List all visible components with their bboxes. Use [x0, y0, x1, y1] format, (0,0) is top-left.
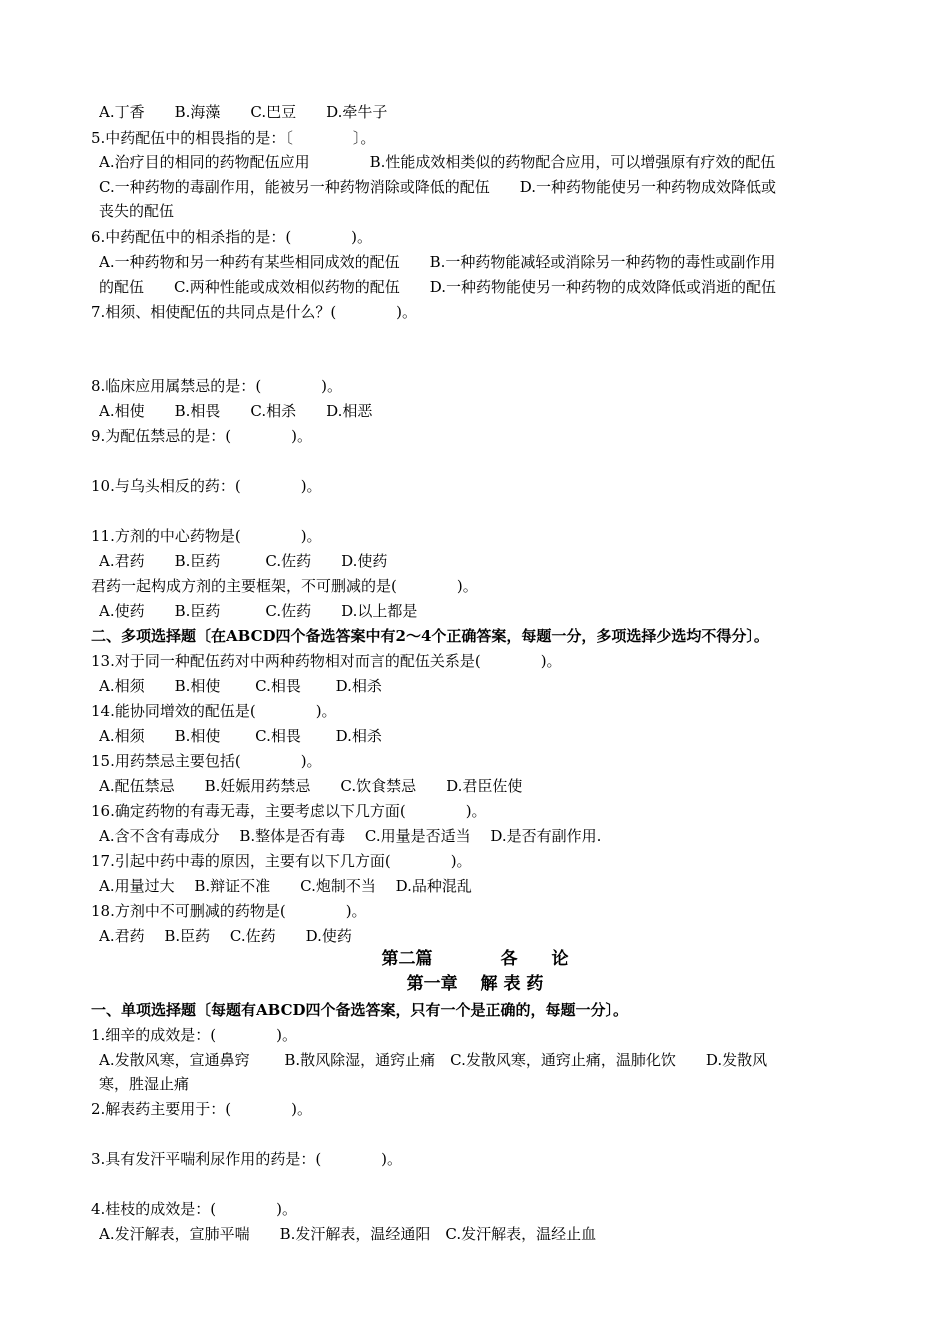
text-line-l25: 16.确定药物的有毒无毒，主要考虑以下几方面( )。	[91, 802, 487, 820]
chapter-title: 第一章 解 表 药	[406, 974, 544, 994]
text-line-l37: 2.解表药主要用于：( )。	[91, 1100, 313, 1118]
text-line-l16: 君药一起构成方剂的主要框架，不可删减的是( )。	[91, 577, 478, 595]
text-line-l14: 11.方剂的中心药物是( )。	[91, 527, 322, 545]
text-line-l22: A.相须 B.相使 C.相畏 D.相杀	[99, 727, 382, 745]
text-line-l8: 的配伍 C.两种性能或成效相似药物的配伍 D.一种药物能使另一种药物的成效降低或消逝的配伍	[99, 278, 776, 296]
text-line-l15: A.君药 B.臣药 C.佐药 D.使药	[99, 552, 388, 570]
text-line-l21: 14.能协同增效的配伍是( )。	[91, 702, 337, 720]
text-line-l23: 15.用药禁忌主要包括( )。	[91, 752, 322, 770]
text-line-l13: 10.与乌头相反的药：( )。	[91, 477, 322, 495]
text-line-l29: 18.方剂中不可删减的药物是( )。	[91, 902, 367, 920]
text-line-l24: A.配伍禁忌 B.妊娠用药禁忌 C.饮食禁忌 D.君臣佐使	[99, 777, 523, 795]
text-line-l2: 5.中药配伍中的相畏指的是：〔 〕。	[91, 129, 376, 147]
text-line-l9: 7.相须、相使配伍的共同点是什么？( )。	[91, 303, 418, 321]
text-line-l39: 4.桂枝的成效是：( )。	[91, 1200, 298, 1218]
text-line-l35: A.发散风寒，宣通鼻窍 B.散风除湿，通窍止痛 C.发散风寒，通窍止痛，温肺化饮 D.发散风	[99, 1051, 768, 1069]
text-line-l30: A.君药 B.臣药 C.佐药 D.使药	[99, 927, 352, 945]
text-line-l6: 6.中药配伍中的相杀指的是：( )。	[91, 228, 373, 246]
text-line-l26: A.含不含有毒成分 B.整体是否有毒 C.用量是否适当 D.是否有副作用.	[99, 827, 602, 845]
text-line-l38: 3.具有发汗平喘利尿作用的药是：( )。	[91, 1150, 403, 1168]
text-line-l4: C.一种药物的毒副作用，能被另一种药物消除或降低的配伍 D.一种药物能使另一种药物成效降低或	[99, 178, 776, 196]
text-line-l3: A.治疗目的相同的药物配伍应用 B.性能成效相类似的药物配合应用，可以增强原有疗效的配伍	[99, 153, 776, 171]
text-line-l34: 1.细辛的成效是：( )。	[91, 1026, 298, 1044]
part-title: 第二篇 各 论	[381, 949, 569, 969]
text-line-l5: 丧失的配伍	[99, 202, 175, 220]
text-line-l18: 二、多项选择题〔在ABCD四个备选答案中有2～4个正确答案，每题一分，多项选择少选均不得分〕。	[91, 627, 769, 645]
text-line-l10: 8.临床应用属禁忌的是：( )。	[91, 377, 343, 395]
text-line-l1: A.丁香 B.海藻 C.巴豆 D.牵牛子	[99, 103, 388, 121]
text-line-l12: 9.为配伍禁忌的是：( )。	[91, 427, 313, 445]
text-line-l28: A.用量过大 B.辩证不准 C.炮制不当 D.品种混乱	[99, 877, 472, 895]
text-line-l36: 寒，胜湿止痛	[99, 1075, 190, 1093]
text-line-l33: 一、单项选择题〔每题有ABCD四个备选答案，只有一个是正确的，每题一分〕。	[91, 1001, 629, 1019]
text-line-l40: A.发汗解表，宣肺平喘 B.发汗解表，温经通阳 C.发汗解表，温经止血	[99, 1225, 597, 1243]
text-line-l20: A.相须 B.相使 C.相畏 D.相杀	[99, 677, 382, 695]
text-line-l11: A.相使 B.相畏 C.相杀 D.相恶	[99, 402, 373, 420]
text-line-l7: A.一种药物和另一种药有某些相同成效的配伍 B.一种药物能减轻或消除另一种药物的毒性或副作用	[99, 253, 776, 271]
text-line-l19: 13.对于同一种配伍药对中两种药物相对而言的配伍关系是( )。	[91, 652, 562, 670]
text-line-l17: A.使药 B.臣药 C.佐药 D.以上都是	[99, 602, 418, 620]
text-line-l27: 17.引起中药中毒的原因，主要有以下几方面( )。	[91, 852, 472, 870]
